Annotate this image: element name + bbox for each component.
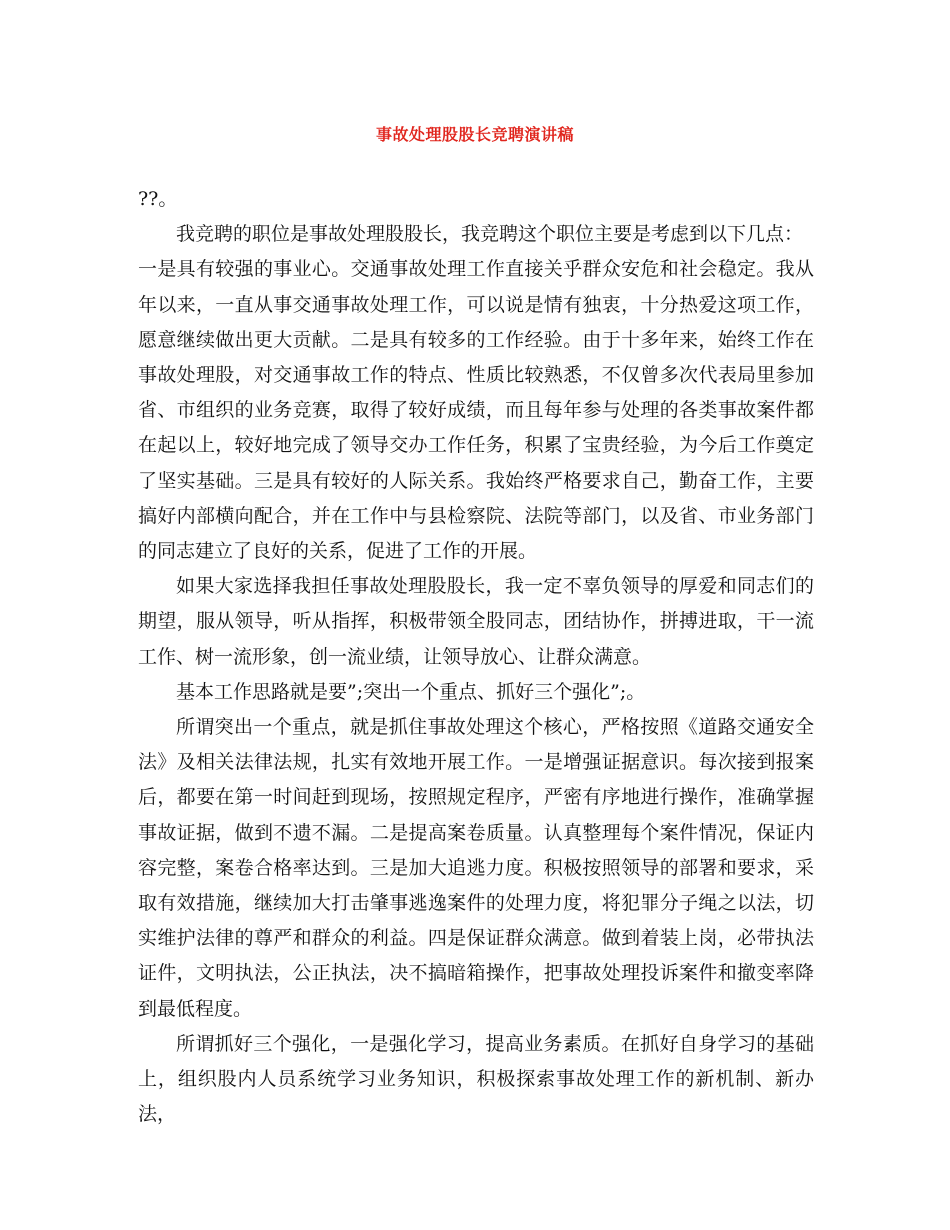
paragraph-three-strengthen: 所谓抓好三个强化，一是强化学习，提高业务素质。在抓好自身学习的基础上，组织股内人员系统学习业务知识，积极探索事故处理工作的新机制、新办法，	[138, 1032, 814, 1126]
paragraph-qualifications: 一是具有较强的事业心。交通事故处理工作直接关乎群众安危和社会稳定。我从年以来，一直从事交通事故处理工作，可以说是情有独衷，十分热爱这项工作，愿意继续做出更大贡献。二是具有较多的工作经验。由于十多年来，始终工作在事故处理股，对交通事故工作的特点、性质比较熟悉，不仅曾多次代表局里参加省、市组织的业务竞赛，取得了较好成绩，而且每年参与处理的各类事故案件都在起以上，较好地完成了领导交办工作任务，积累了宝贵经验，为今后工作奠定了坚实基础。三是具有较好的人际关系。我始终严格要求自己，勤奋工作，主要搞好内部横向配合，并在工作中与县检察院、法院等部门，以及省、市业务部门的同志建立了良好的关系，促进了工作的开展。	[138, 258, 814, 563]
paragraph-key-focus: 所谓突出一个重点，就是抓住事故处理这个核心，严格按照《道路交通安全法》及相关法律法规，扎实有效地开展工作。一是增强证据意识。每次接到报案后，都要在第一时间赶到现场，按照规定程序，严密有序地进行操作，准确掌握事故证据，做到不遗不漏。二是提高案卷质量。认真整理每个案件情况，保证内容完整，案卷合格率达到。三是加大追逃力度。积极按照领导的部署和要求，采取有效措施，继续加大打击肇事逃逸案件的处理力度，将犯罪分子绳之以法，切实维护法律的尊严和群众的利益。四是保证群众满意。做到着装上岗，必带执法证件，文明执法，公正执法，决不搞暗箱操作，把事故处理投诉案件和撤变率降到最低程度。	[138, 716, 814, 1020]
paragraph-commitment: 如果大家选择我担任事故处理股股长，我一定不辜负领导的厚爱和同志们的期望，服从领导，听从指挥，积极带领全股同志，团结协作，拼搏进取，干一流工作、树一流形象，创一流业绩，让领导放心、让群众满意。	[138, 575, 814, 668]
greeting-line: ??。	[138, 188, 178, 210]
paragraph-intro: 我竞聘的职位是事故处理股股长，我竞聘这个职位主要是考虑到以下几点：	[176, 223, 804, 246]
document-title: 事故处理股股长竞聘演讲稿	[375, 125, 574, 144]
paragraph-work-approach: 基本工作思路就是要”;突出一个重点、抓好三个强化”;。	[176, 680, 646, 703]
document-body	[138, 182, 814, 1132]
